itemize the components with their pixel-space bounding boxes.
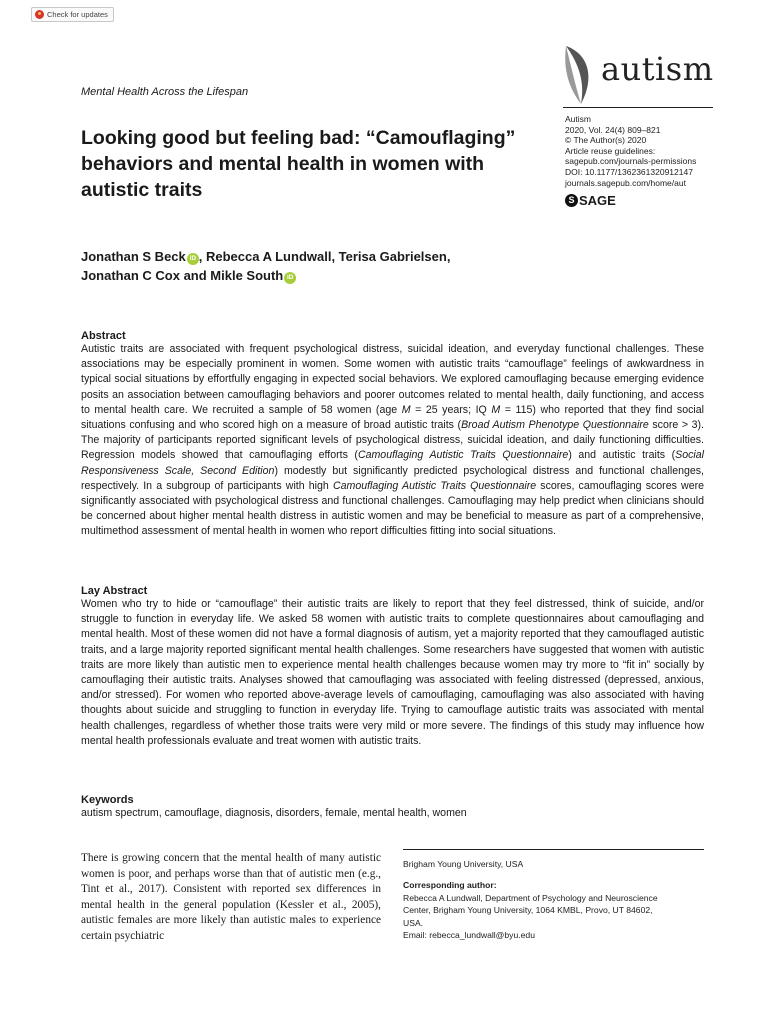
meta-volume: 2020, Vol. 24(4) 809–821 [565, 124, 661, 135]
check-for-updates-label: Check for updates [47, 10, 108, 19]
meta-journal-link[interactable]: journals.sagepub.com/home/aut [565, 177, 686, 188]
author-line-2: Jonathan C Cox and Mikle South [81, 268, 284, 283]
abstract-heading: Abstract [81, 330, 126, 342]
body-paragraph: There is growing concern that the mental health of many autistic women is poor, and perhaps worse than that of autistic men (e.g., Tint et al., 2017). Consistent with reported sex differences in mental health in the general population (Kessler et al., 2005), autistic females are more likely than autistic males to experience certain psychiatric [81, 852, 381, 942]
corresponding-author-line: Center, Brigham Young University, 1064 KMBL, Provo, UT 84602, [403, 905, 653, 916]
keywords-text: autism spectrum, camouflage, diagnosis, disorders, female, mental health, women [81, 807, 467, 819]
keywords-section [81, 794, 704, 821]
orcid-icon[interactable]: iD [284, 272, 296, 284]
sage-icon: S [565, 194, 578, 207]
lay-abstract-heading: Lay Abstract [81, 585, 148, 597]
keywords-heading: Keywords [81, 794, 134, 806]
publisher-logo [565, 193, 616, 208]
author-line-1: , Rebecca A Lundwall, Terisa Gabrielsen, [198, 249, 451, 264]
publisher-name: SAGE [579, 193, 616, 208]
author-list [81, 247, 531, 285]
meta-permissions-link[interactable]: sagepub.com/journals-permissions [565, 156, 697, 167]
section-label: Mental Health Across the Lifespan [81, 86, 249, 98]
abstract-text: Autistic traits are associated with frequent psychological distress, suicidal ideation, and everyday functional challenges. These associations may be especially prominent in women. Some women with autistic traits “camouflage” feelings of awkwardness in typical social situations by effortfully engaging in expected social behaviors. We explored camouflaging because emerging evidence posits an association between camouflaging behaviors and poorer outcomes related to mental health, daily functioning, and access to mental health care. We recruited a sample of 58 women (age M = 25 years; IQ M = 115) who reported that they find social situations confusing and who scored high on a measure of broad autistic traits (Broad Autism Phenotype Questionnaire score > 3). The majority of participants reported significant levels of psychological distress, suicidal ideation, and daily functioning difficulties. Regression models showed that camouflaging efforts (Camouflaging Autistic Traits Questionnaire) and autistic traits (Social Responsiveness Scale, Second Edition) modestly but significantly predicted psychological distress and functional challenges, respectively. In a subgroup of participants with high Camouflaging Autistic Traits Questionnaire scores, camouflaging scores were significantly associated with psychological distress and functional challenges. Camouflaging may help predict when clinicians should be concerned about higher mental health distress in autistic women and may be beneficial to measure as part of a comprehensive, multimethod assessment of mental health in women who report difficulties fitting into social situations. [81, 343, 705, 538]
corresponding-author-line: USA. [403, 917, 424, 928]
journal-leaf-icon [563, 44, 597, 106]
article-title: Looking good but feeling bad: “Camouflaging” behaviors and mental health in women with autistic traits [81, 127, 516, 201]
affiliation-block [403, 858, 703, 941]
journal-rule [563, 107, 713, 108]
meta-reuse-label: Article reuse guidelines: [565, 145, 656, 156]
meta-copyright: © The Author(s) 2020 [565, 135, 647, 146]
corresponding-author-line: Rebecca A Lundwall, Department of Psychology and Neuroscience [403, 892, 658, 903]
journal-logo [563, 44, 713, 110]
journal-name: autism [601, 50, 714, 88]
author-beck: Jonathan S Beck [81, 249, 186, 264]
abstract-section [81, 330, 704, 540]
meta-journal: Autism [565, 114, 591, 124]
article-metadata [565, 114, 696, 188]
affiliation-rule [403, 849, 704, 850]
corresponding-author-email[interactable]: Email: rebecca_lundwall@byu.edu [403, 930, 535, 941]
check-for-updates-badge[interactable] [31, 7, 114, 22]
crossmark-icon [35, 10, 44, 19]
corresponding-author-label: Corresponding author: [403, 880, 497, 891]
lay-abstract-text: Women who try to hide or “camouflage” their autistic traits are likely to report that they feel distressed, think of suicide, and/or struggle to function in everyday life. We asked 58 women with autistic traits to complete questionnaires about camouflaging and mental health. Most of these women did not have a formal diagnosis of autism, yet a majority reported that they camouflaged autistic traits, and a large majority reported significant mental health challenges. Some researchers have suggested that women with autistic traits are more likely than autistic men to experience mental health challenges because women may try more to “fit in” socially by camouflaging their autistic traits. Analyses showed that camouflaging was associated with feeling distressed (depressed, anxious, and/or stressed). For women who reported above-average levels of camouflaging, camouflaging was also associated with having thoughts about suicide and struggling to function in everyday life. Trying to camouflage autistic traits was associated with mental health challenges, regardless of whether those traits were very mild or more severe. The findings of this study may influence how mental health professionals evaluate and treat women with autistic traits. [81, 598, 704, 747]
orcid-icon[interactable]: iD [187, 253, 199, 265]
meta-doi[interactable]: DOI: 10.1177/1362361320912147 [565, 166, 693, 177]
affiliation-institution: Brigham Young University, USA [403, 859, 524, 869]
lay-abstract-section [81, 585, 704, 749]
